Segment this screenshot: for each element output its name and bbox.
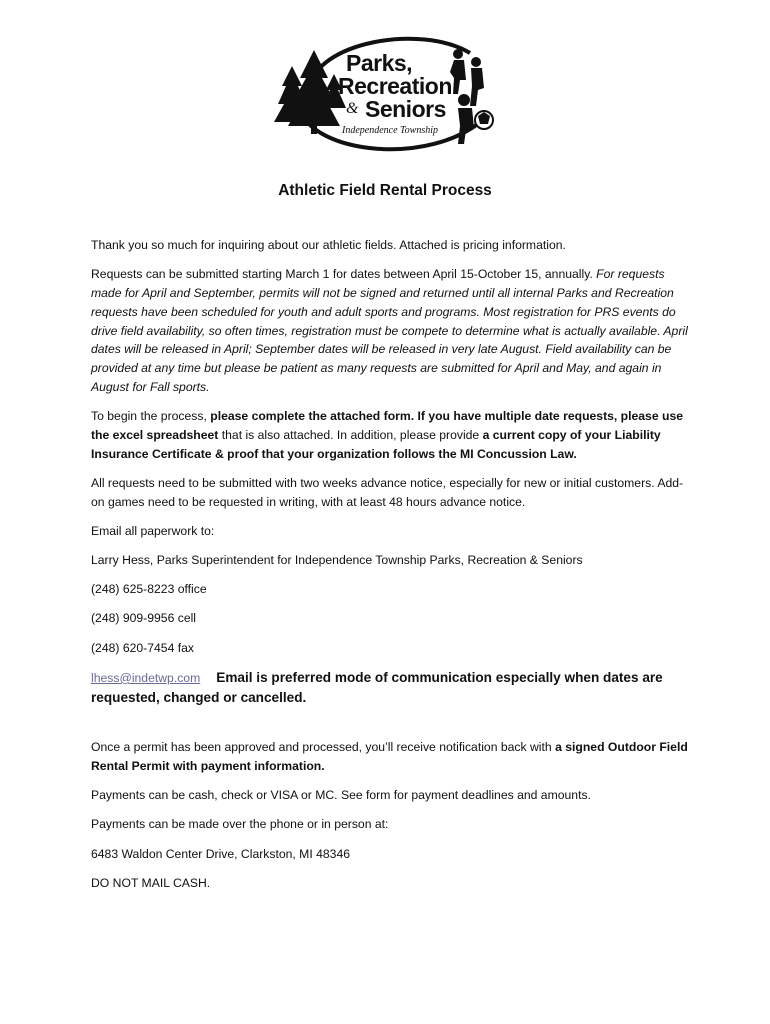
begin-process-paragraph: To begin the process, please complete the attached form. If you have multiple date requests, please use the excel spreadsheet that is also attached. In addition, please provide a current copy of your Liability Insurance Certificate & proof that your organization follows the MI Concussion Law. [91,409,684,461]
phone-fax: (248) 620-7454 fax [91,640,194,655]
contact-name: Larry Hess, Parks Superintendent for Independence Township Parks, Recreation & Seniors [91,553,583,568]
payment-methods: Payments can be cash, check or VISA or MC. See form for payment deadlines and amounts. [91,788,591,803]
logo-township: Independence Township [342,125,439,136]
cash-warning: DO NOT MAIL CASH. [91,875,211,890]
request-dates-paragraph: Requests can be submitted starting March 1 for dates between April 15-October 15, annually. For requests made for April and September, permits will not be signed and returned until all internal Parks and Recreation requests have been scheduled for youth and adult sports and programs. Most registration for PRS events do drive field availability, so often times, registration must be compete to determine what is actually available. April dates will be released in April; September dates will be released in very late August. Field availability can be provided at any time but please be patient as many requests are submitted for April and May, and again in August for Fall sports. [91,267,688,394]
email-note: Email is preferred mode of communication especially when dates are requested, changed or cancelled. [91,669,663,706]
logo-recreation: Recreation [338,73,452,99]
address: 6483 Waldon Center Drive, Clarkston, MI 48346 [91,846,350,861]
document-body [91,236,691,903]
phone-cell: (248) 909-9956 cell [91,611,197,626]
advance-notice-paragraph: All requests need to be submitted with two weeks advance notice, especially for new or initial customers. Add-on games need to be requested in writing, with at least 48 hours advance notice. [91,475,684,509]
phone-office: (248) 625-8223 office [91,582,207,597]
email-paperwork-line: Email all paperwork to: [91,523,215,538]
permit-notification-paragraph: Once a permit has been approved and processed, you’ll receive notification back with a signed Outdoor Field Rental Permit with payment information. [91,740,688,774]
logo-seniors: Seniors [365,96,446,122]
payment-location-intro: Payments can be made over the phone or in person at: [91,817,389,832]
email-link[interactable]: lhess@indetwp.com [91,670,201,685]
pine-tree-icon [274,50,346,134]
logo-ampersand: & [346,100,359,117]
logo-parks: Parks, [346,50,413,76]
parks-recreation-logo [270,28,502,160]
email-line [91,668,691,708]
intro-paragraph: Thank you so much for inquiring about our athletic fields. Attached is pricing information. [91,238,566,252]
page-title: Athletic Field Rental Process [278,182,492,199]
